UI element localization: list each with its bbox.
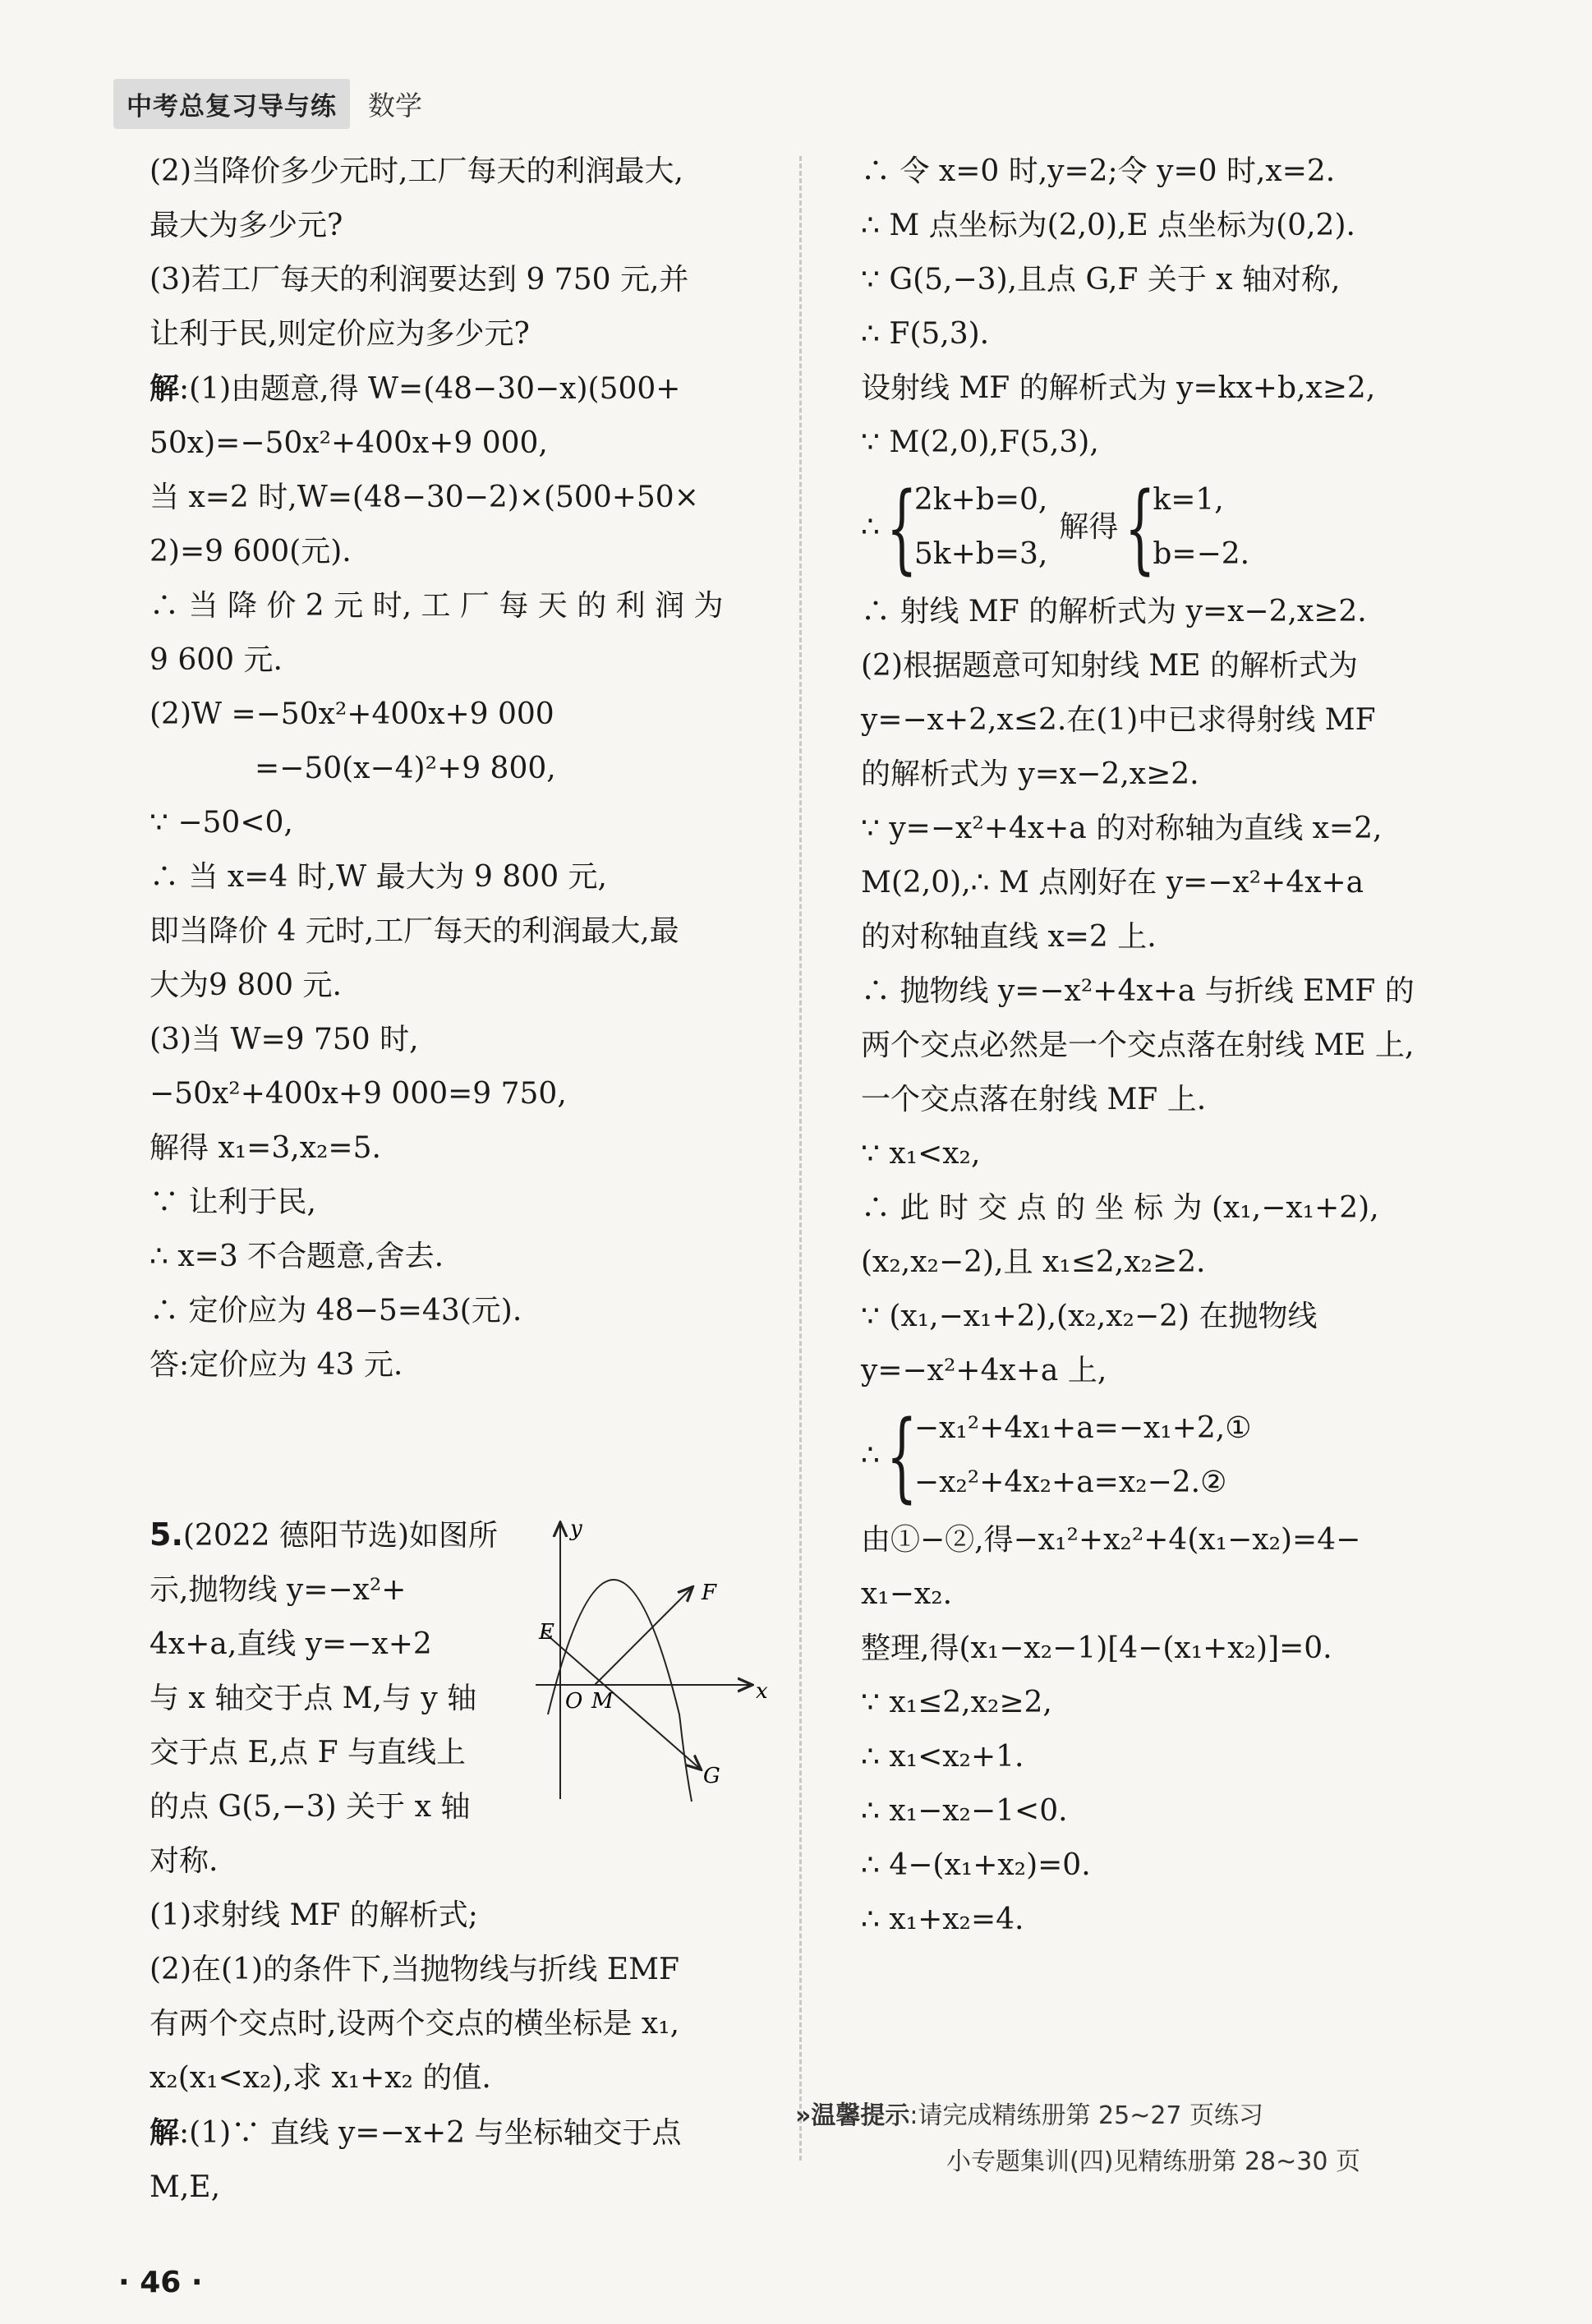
text-line: (3)若工厂每天的利润要达到 9 750 元,并: [150, 263, 689, 297]
text-line: ∴ 当 x=4 时,W 最大为 9 800 元,: [150, 860, 607, 894]
solution-start: [150, 2105, 774, 2161]
equation-system-2: ∴ { −x₁²+4x₁+a=−x₁+2,① −x₂²+4x₂+a=x₂−2.②: [861, 1399, 1252, 1512]
text-line: (3)当 W=9 750 时,: [150, 1023, 419, 1056]
ray-MF: [595, 1588, 692, 1685]
text-line: 的解析式为 y=x−2,x≥2.: [861, 757, 1199, 791]
text-line: ∴ 定价应为 48−5=43(元).: [150, 1294, 522, 1328]
solution-label: 解: [150, 371, 180, 406]
left-brace: {: [1125, 471, 1156, 584]
text-line: 由①−②,得−x₁²+x₂²+4(x₁−x₂)=4−: [861, 1523, 1361, 1557]
text-line: ∵ x₁<x₂,: [861, 1137, 981, 1171]
text-line: 答:定价应为 43 元.: [150, 1348, 403, 1382]
text-line: (2)W =−50x²+400x+9 000: [150, 697, 554, 731]
text-line: 交于点 E,点 F 与直线上: [150, 1736, 467, 1769]
text-line: y=−x+2,x≤2.在(1)中已求得射线 MF: [861, 703, 1376, 737]
text-line: M(2,0),∴ M 点刚好在 y=−x²+4x+a: [861, 866, 1364, 900]
x-label: x: [756, 1679, 768, 1704]
text-line: 最大为多少元?: [150, 209, 343, 242]
text-line: ∴ M 点坐标为(2,0),E 点坐标为(0,2).: [861, 209, 1355, 242]
text-line: ∴ x₁−x₂−1<0.: [861, 1794, 1068, 1828]
text-line: 的点 G(5,−3) 关于 x 轴: [150, 1790, 471, 1824]
problem-5-statement: [150, 1507, 518, 1889]
text-line: ∴ x₁<x₂+1.: [861, 1740, 1024, 1774]
text-line: (2)在(1)的条件下,当抛物线与折线 EMF: [150, 1953, 679, 1986]
tip-text: :请完成精练册第 25~27 页练习: [909, 2101, 1264, 2130]
tip-box: [795, 2093, 1360, 2185]
parabola-diagram: [527, 1516, 774, 1811]
text-line: 示,抛物线 y=−x²+: [150, 1573, 407, 1607]
equation-system-1: ∴ { 2k+b=0, 5k+b=3, 解得 { k=1, b=−2.: [861, 471, 1250, 584]
text-line: ∴ 此 时 交 点 的 坐 标 为 (x₁,−x₁+2),: [861, 1191, 1379, 1225]
text-line: 解得 x₁=3,x₂=5.: [150, 1131, 381, 1165]
text-line: 50x)=−50x²+400x+9 000,: [150, 426, 548, 460]
text-line: 两个交点必然是一个交点落在射线 ME 上,: [861, 1029, 1415, 1062]
text-line: ∴ 令 x=0 时,y=2;令 y=0 时,x=2.: [861, 154, 1336, 188]
problem-5: [150, 1507, 774, 1889]
double-chevron-icon: »: [795, 2101, 812, 2130]
problem-number: 5.: [150, 1516, 183, 1553]
text-line: 让利于民,则定价应为多少元?: [150, 317, 530, 351]
page-number: · 46 ·: [118, 2266, 203, 2299]
solution-label: 解: [150, 2115, 180, 2150]
text-line: :(1)∵ 直线 y=−x+2 与坐标轴交于点: [179, 2116, 682, 2150]
text-line: (2)根据题意可知射线 ME 的解析式为: [861, 649, 1359, 683]
text-line: 的对称轴直线 x=2 上.: [861, 920, 1157, 954]
text-line: (x₂,x₂−2),且 x₁≤2,x₂≥2.: [861, 1245, 1206, 1279]
text-line: ∴ 抛物线 y=−x²+4x+a 与折线 EMF 的: [861, 974, 1415, 1008]
text-line: (1)求射线 MF 的解析式;: [150, 1898, 478, 1932]
parabola-figure: [527, 1516, 774, 1811]
point-m-label: M: [591, 1689, 614, 1714]
text-line: 设射线 MF 的解析式为 y=kx+b,x≥2,: [861, 371, 1376, 405]
text-line: M,E,: [150, 2170, 221, 2204]
text-line: (2022 德阳节选)如图所: [182, 1519, 499, 1553]
left-column: [150, 145, 774, 2215]
text-line: x₁−x₂.: [861, 1577, 953, 1611]
text-line: ∵ G(5,−3),且点 G,F 关于 x 轴对称,: [861, 263, 1341, 297]
text-line: =−50(x−4)²+9 800,: [255, 752, 556, 785]
y-label: y: [570, 1516, 582, 1541]
point-f-label: F: [702, 1581, 717, 1605]
subject-label: 数学: [368, 90, 422, 122]
text-line: y=−x²+4x+a 上,: [861, 1354, 1107, 1387]
text-line: x₂(x₁<x₂),求 x₁+x₂ 的值.: [150, 2061, 491, 2095]
text-line: ∵ (x₁,−x₁+2),(x₂,x₂−2) 在抛物线: [861, 1300, 1318, 1333]
page-header: [113, 79, 422, 129]
right-column: [861, 145, 1485, 1947]
text-line: ∴ x=3 不合题意,舍去.: [150, 1240, 444, 1273]
tip-text: 小专题集训(四)见精练册第 28~30 页: [946, 2147, 1360, 2176]
tip-label: 温馨提示: [811, 2101, 910, 2130]
text-line: ∵ M(2,0),F(5,3),: [861, 426, 1099, 459]
text-line: 即当降价 4 元时,工厂每天的利润最大,最: [150, 914, 679, 948]
text-line: ∴ 当 降 价 2 元 时, 工 厂 每 天 的 利 润 为: [150, 589, 724, 623]
column-divider: [799, 156, 802, 2161]
point-e-label: E: [539, 1620, 554, 1645]
text-line: 整理,得(x₁−x₂−1)[4−(x₁+x₂)]=0.: [861, 1631, 1332, 1665]
text-line: 有两个交点时,设两个交点的横坐标是 x₁,: [150, 2007, 680, 2041]
text-line: :(1)由题意,得 W=(48−30−x)(500+: [179, 372, 681, 406]
text-line: −50x²+400x+9 000=9 750,: [150, 1077, 567, 1111]
text-line: 9 600 元.: [150, 643, 283, 677]
text-line: 一个交点落在射线 MF 上.: [861, 1083, 1207, 1116]
origin-label: O: [565, 1689, 583, 1714]
text-line: (2)当降价多少元时,工厂每天的利润最大,: [150, 154, 683, 188]
solution-start: [150, 361, 774, 416]
left-brace: {: [886, 1399, 918, 1512]
text-line: 与 x 轴交于点 M,与 y 轴: [150, 1682, 477, 1715]
text-line: 2)=9 600(元).: [150, 535, 352, 568]
text-line: ∴ F(5,3).: [861, 317, 990, 351]
text-line: ∴ x₁+x₂=4.: [861, 1903, 1024, 1936]
text-line: 对称.: [150, 1844, 219, 1878]
book-title-badge: 中考总复习导与练: [113, 79, 350, 129]
text-line: ∵ −50<0,: [150, 806, 293, 840]
text-line: ∵ y=−x²+4x+a 的对称轴为直线 x=2,: [861, 812, 1383, 845]
text-line: 4x+a,直线 y=−x+2: [150, 1627, 432, 1661]
text-line: ∴ 4−(x₁+x₂)=0.: [861, 1848, 1091, 1882]
text-line: ∵ x₁≤2,x₂≥2,: [861, 1686, 1052, 1719]
point-g-label: G: [703, 1764, 720, 1788]
left-brace: {: [886, 471, 918, 584]
text-line: ∵ 让利于民,: [150, 1185, 316, 1219]
text-line: 当 x=2 时,W=(48−30−2)×(500+50×: [150, 481, 699, 514]
text-line: ∴ 射线 MF 的解析式为 y=x−2,x≥2.: [861, 595, 1367, 628]
text-line: 大为9 800 元.: [150, 969, 342, 1002]
